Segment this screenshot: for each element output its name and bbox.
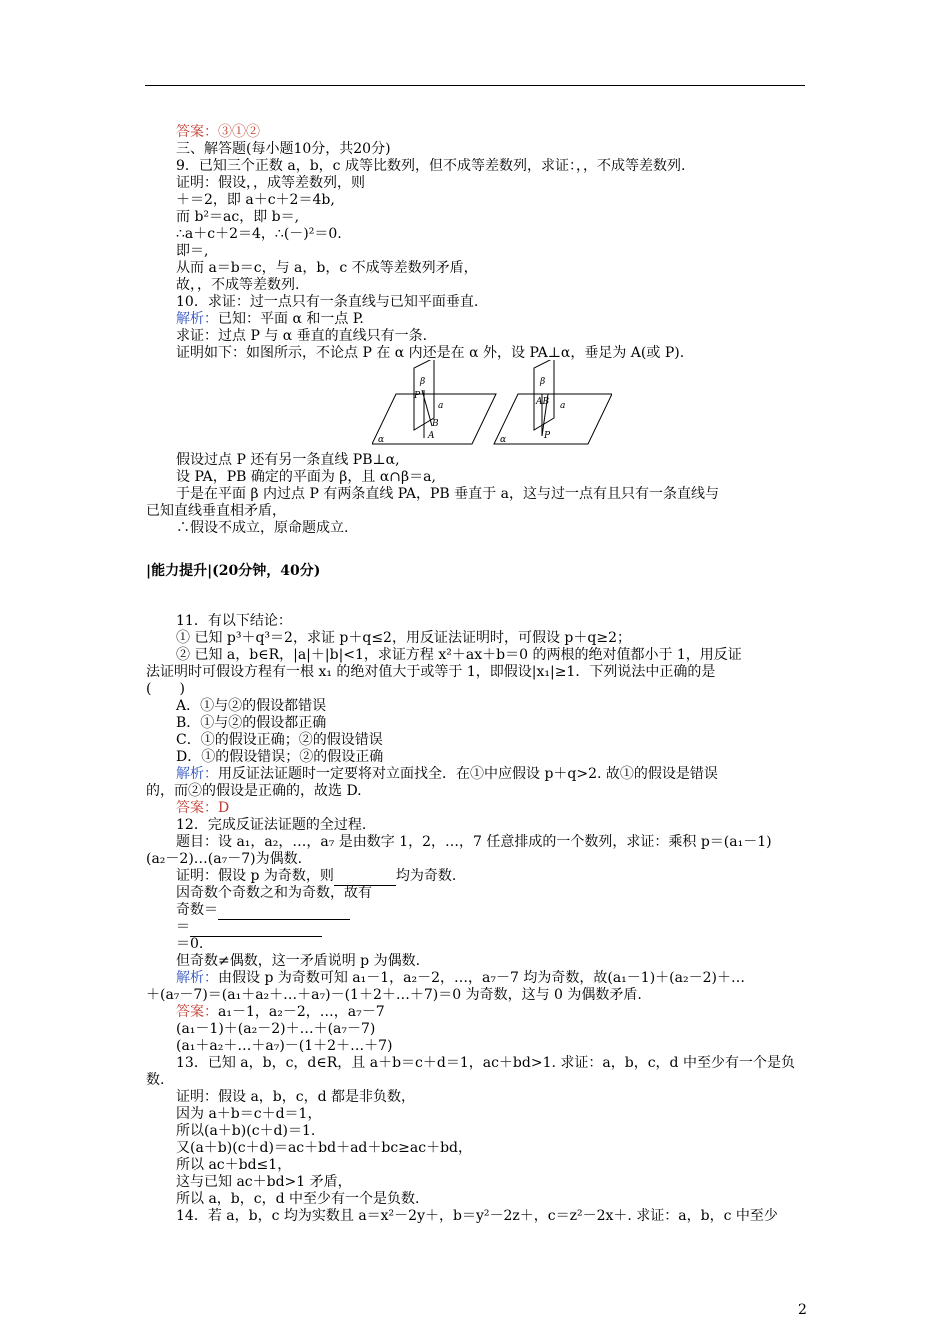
label-p-right: P [544, 431, 551, 441]
text-segment: ② 已知 a，b∈R，|a|＋|b|<1，求证方程 x²＋ax＋b＝0 的两根的绝对值都小于 1，用反证 [176, 647, 742, 663]
text-line [176, 868, 456, 886]
text-segment: (a₁＋a₂＋…＋a₇)－(1＋2＋…＋7) [176, 1038, 393, 1054]
text-line [176, 936, 203, 953]
fill-in-blank [218, 902, 350, 920]
text-segment: 奇数＝ [176, 902, 218, 918]
text-line [146, 664, 715, 681]
text-line [146, 563, 320, 580]
text-segment: 9．已知三个正数 a，b，c 成等比数列，但不成等差数列，求证：，，不成等差数列. [176, 158, 686, 174]
text-segment: 从而 a＝b＝c，与 a，b，c 不成等差数列矛盾， [176, 260, 478, 276]
text-segment: ( ) [146, 681, 185, 697]
text-segment: 证明：假设，，成等差数列，则 [176, 175, 365, 191]
text-line [176, 1055, 795, 1072]
text-line [176, 328, 427, 345]
text-line [176, 1140, 472, 1157]
text-line [146, 851, 302, 868]
text-line [176, 1106, 321, 1123]
text-line [176, 260, 478, 277]
text-line [176, 630, 631, 647]
text-line [146, 1072, 164, 1089]
answer-label: ③①② [218, 124, 260, 140]
text-line [146, 681, 185, 698]
text-segment: |能力提升|(20分钟，40分) [146, 563, 321, 579]
fill-in-blank [334, 868, 396, 886]
text-line [176, 469, 436, 486]
plane-perpendicular-figure [372, 360, 612, 446]
answer-label: 答案： [176, 1004, 218, 1020]
text-segment: 已知：平面 α 和一点 P. [218, 311, 364, 327]
text-line [176, 766, 718, 783]
text-segment: A．①与②的假设都错误 [176, 698, 327, 714]
text-line [176, 749, 383, 766]
answer-label: 答案： [176, 800, 218, 816]
text-line [176, 1208, 778, 1225]
label-beta-right: β [540, 377, 546, 387]
text-line [176, 715, 326, 732]
text-segment: ＝0. [176, 936, 204, 952]
text-line [146, 987, 642, 1004]
text-segment: 假设过点 P 还有另一条直线 PB⊥α, [176, 452, 400, 468]
text-line [176, 732, 383, 749]
page-number: 2 [798, 1302, 807, 1318]
text-segment: D．①的假设错误；②的假设正确 [176, 749, 384, 765]
text-segment: ＝ [176, 919, 190, 935]
text-segment: 已知直线垂直相矛盾， [146, 503, 286, 519]
text-line [176, 613, 292, 630]
text-segment: B．①与②的假设都正确 [176, 715, 327, 731]
text-line [176, 902, 350, 920]
label-a-point-left: A [428, 431, 435, 441]
text-line [176, 698, 326, 715]
text-line [176, 970, 745, 987]
text-segment: 由假设 p 为奇数可知 a₁－1，a₂－2，…，a₇－7 均为奇数，故(a₁－1)＋(a₂－2)＋… [218, 970, 745, 986]
figure-right [494, 360, 612, 444]
answer-label: 解析： [176, 311, 218, 327]
text-line [176, 226, 342, 243]
answer-label: 解析： [176, 766, 218, 782]
label-beta-left: β [420, 377, 426, 387]
text-line [176, 124, 260, 141]
text-line [176, 209, 299, 226]
answer-label: D [218, 800, 230, 816]
text-line [176, 834, 772, 851]
text-segment: 的，而②的假设是正确的，故选 D. [146, 783, 362, 799]
text-line [146, 783, 362, 800]
text-segment: 设 PA，PB 确定的平面为 β，且 α∩β＝a, [176, 469, 436, 485]
text-segment: 即＝, [176, 243, 209, 259]
text-segment: 所以 a，b，c，d 中至少有一个是负数. [176, 1191, 420, 1207]
text-line [176, 175, 365, 192]
text-segment: 又(a＋b)(c＋d)＝ac＋bd＋ad＋bc≥ac＋bd， [176, 1140, 473, 1156]
label-a-right: a [560, 401, 566, 411]
text-line [176, 141, 391, 158]
text-segment: 证明：假设 a，b，c，d 都是非负数， [176, 1089, 416, 1105]
text-line [176, 1038, 392, 1055]
text-segment: 因奇数个奇数之和为奇数，故有 [176, 885, 372, 901]
text-segment: (a₂－2)…(a₇－7)为偶数. [146, 851, 303, 867]
text-segment: 法证明时可假设方程有一根 x₁ 的绝对值大于或等于 1，即假设|x₁|≥1．下列说法中正确的是 [146, 664, 716, 680]
text-line [176, 1021, 375, 1038]
fill-in-blank [190, 919, 322, 937]
text-segment: C．①的假设正确；②的假设错误 [176, 732, 383, 748]
label-alpha-left: α [378, 435, 385, 445]
text-segment: (a₁－1)＋(a₂－2)＋…＋(a₇－7) [176, 1021, 376, 1037]
text-segment: 12．完成反证法证题的全过程. [176, 817, 367, 833]
text-segment: 11．有以下结论： [176, 613, 292, 629]
text-segment: 14．若 a，b，c 均为实数且 a＝x²－2y＋，b＝y²－2z＋，c＝z²－2x＋. 求证：a，b，c 中至少 [176, 1208, 778, 1224]
text-line [176, 158, 685, 175]
text-segment: 于是在平面 β 内过点 P 有两条直线 PA，PB 垂直于 a，这与过一点有且只有一条直线与 [176, 486, 719, 502]
text-segment: 证明如下：如图所示，不论点 P 在 α 内还是在 α 外，设 PA⊥α，垂足为 A(或 P). [176, 345, 685, 361]
text-segment: ∴假设不成立，原命题成立. [176, 520, 349, 536]
text-line [176, 243, 208, 260]
text-line [146, 503, 286, 520]
text-segment: 题目：设 a₁，a₂，…，a₇ 是由数字 1，2，…，7 任意排成的一个数列，求证：乘积 p＝(a₁－1) [176, 834, 772, 850]
text-line [176, 800, 229, 817]
text-segment: 三、解答题(每小题10分，共20分) [176, 141, 391, 157]
text-segment: ∴a＋c＋2＝4，∴(－)²＝0. [176, 226, 342, 242]
text-line [176, 452, 400, 469]
text-line [176, 1089, 415, 1106]
header-rule [145, 85, 805, 86]
text-segment: 因为 a＋b＝c＋d＝1， [176, 1106, 322, 1122]
text-segment: 数. [146, 1072, 165, 1088]
text-segment: ① 已知 p³＋q³＝2，求证 p＋q≤2，用反证法证明时，可假设 p＋q≥2； [176, 630, 631, 646]
text-line [176, 1191, 419, 1208]
answer-label: 答案： [176, 124, 218, 140]
answer-label: 解析： [176, 970, 218, 986]
text-line [176, 1123, 315, 1140]
text-segment: 证明：假设 p 为奇数，则 [176, 868, 334, 884]
text-line [176, 520, 348, 537]
text-line [176, 277, 299, 294]
text-segment: 但奇数≠偶数，这一矛盾说明 p 为偶数. [176, 953, 421, 969]
text-line [176, 1004, 385, 1021]
text-segment: 这与已知 ac＋bd>1 矛盾， [176, 1174, 352, 1190]
text-segment: 所以(a＋b)(c＋d)＝1. [176, 1123, 316, 1139]
text-segment: 10．求证：过一点只有一条直线与已知平面垂直. [176, 294, 479, 310]
text-line [176, 486, 719, 503]
text-line [176, 294, 478, 311]
text-line [176, 1157, 291, 1174]
text-segment: a₁－1，a₂－2，…，a₇－7 [218, 1004, 385, 1020]
text-segment: 而 b²＝ac，即 b＝, [176, 209, 300, 225]
text-line [176, 311, 364, 328]
label-p-left: P [414, 391, 421, 401]
text-line [176, 953, 420, 970]
label-ab-right: AB [536, 397, 550, 407]
text-segment: 求证：过点 P 与 α 垂直的直线只有一条. [176, 328, 428, 344]
label-alpha-right: α [500, 435, 507, 445]
text-segment: 用反证法证题时一定要将对立面找全．在①中应假设 p＋q>2. 故①的假设是错误 [218, 766, 718, 782]
text-segment: 故，，不成等差数列. [176, 277, 300, 293]
text-line [176, 885, 372, 902]
text-line [176, 647, 742, 664]
text-segment: 所以 ac＋bd≤1， [176, 1157, 292, 1173]
label-a-left: a [438, 401, 444, 411]
label-b-left: B [432, 419, 439, 429]
text-line [176, 817, 366, 834]
text-line [176, 192, 335, 209]
text-line [176, 919, 322, 937]
text-segment: ＋(a₇－7)＝(a₁＋a₂＋…＋a₇)－(1＋2＋…＋7)＝0 为奇数，这与 0 为偶数矛盾. [146, 987, 642, 1003]
text-segment: ＋＝2，即 a＋c＋2＝4b, [176, 192, 335, 208]
text-segment: 13．已知 a，b，c，d∈R，且 a＋b＝c＋d＝1，ac＋bd>1. 求证：a，b，c，d 中至少有一个是负 [176, 1055, 795, 1071]
text-line [176, 1174, 352, 1191]
text-segment: 均为奇数. [395, 868, 457, 884]
